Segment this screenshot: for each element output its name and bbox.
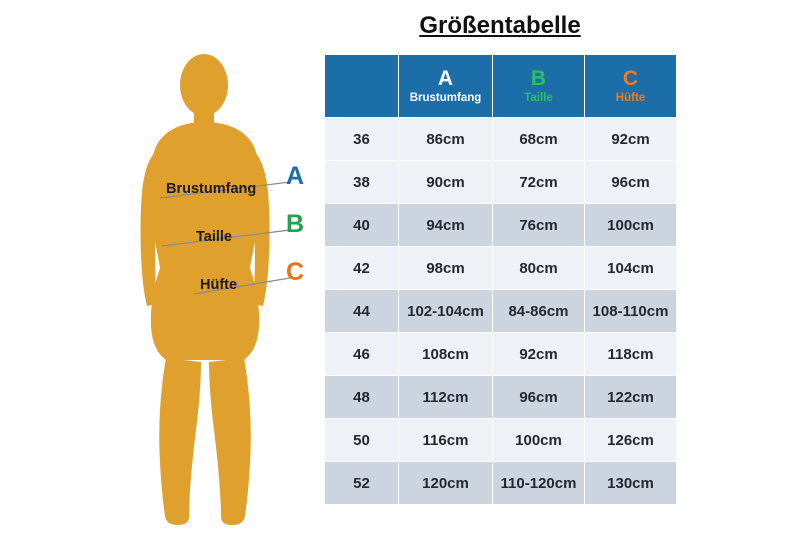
header-sub-b: Taille: [524, 91, 553, 104]
header-sub-a: Brustumfang: [409, 91, 482, 104]
letter-c: C: [286, 258, 305, 286]
table-row: [325, 462, 677, 505]
cell-size: 44: [325, 290, 399, 333]
label-bust: Brustumfang: [166, 181, 257, 197]
letter-a: A: [286, 162, 305, 190]
cell-hip: 104cm: [585, 247, 677, 290]
cell-hip: 92cm: [585, 118, 677, 161]
table-row: [325, 204, 677, 247]
header-letter-b: B: [530, 66, 547, 90]
header-letter-a: A: [437, 66, 454, 90]
cell-bust: 90cm: [399, 161, 493, 204]
cell-size: 40: [325, 204, 399, 247]
cell-hip: 122cm: [585, 376, 677, 419]
cell-waist: 72cm: [493, 161, 585, 204]
header-cell-size: [325, 55, 399, 118]
size-table: [324, 54, 677, 505]
cell-hip: 126cm: [585, 419, 677, 462]
cell-waist: 84-86cm: [493, 290, 585, 333]
header-letter-c: C: [622, 66, 639, 90]
cell-bust: 120cm: [399, 462, 493, 505]
cell-bust: 108cm: [399, 333, 493, 376]
cell-waist: 68cm: [493, 118, 585, 161]
header-cell-c: [585, 55, 677, 118]
cell-size: 46: [325, 333, 399, 376]
cell-hip: 118cm: [585, 333, 677, 376]
table-row: [325, 333, 677, 376]
cell-waist: 80cm: [493, 247, 585, 290]
table-row: [325, 290, 677, 333]
cell-bust: 116cm: [399, 419, 493, 462]
cell-bust: 102-104cm: [399, 290, 493, 333]
table-row: [325, 247, 677, 290]
letter-b: B: [286, 210, 305, 238]
cell-waist: 96cm: [493, 376, 585, 419]
figure-panel: [0, 0, 320, 548]
cell-hip: 100cm: [585, 204, 677, 247]
cell-size: 48: [325, 376, 399, 419]
header-cell-a: [399, 55, 493, 118]
cell-size: 52: [325, 462, 399, 505]
table-row: [325, 419, 677, 462]
cell-waist: 92cm: [493, 333, 585, 376]
cell-waist: 100cm: [493, 419, 585, 462]
cell-bust: 98cm: [399, 247, 493, 290]
table-row: [325, 118, 677, 161]
table-header-row: [325, 55, 677, 118]
cell-bust: 94cm: [399, 204, 493, 247]
cell-size: 42: [325, 247, 399, 290]
table-row: [325, 376, 677, 419]
cell-bust: 86cm: [399, 118, 493, 161]
cell-size: 38: [325, 161, 399, 204]
cell-size: 36: [325, 118, 399, 161]
cell-hip: 108-110cm: [585, 290, 677, 333]
cell-bust: 112cm: [399, 376, 493, 419]
cell-hip: 130cm: [585, 462, 677, 505]
cell-hip: 96cm: [585, 161, 677, 204]
female-body-silhouette-icon: [8, 10, 308, 540]
header-sub-c: Hüfte: [615, 91, 646, 104]
label-hip: Hüfte: [200, 277, 238, 293]
header-cell-b: [493, 55, 585, 118]
cell-waist: 110-120cm: [493, 462, 585, 505]
cell-size: 50: [325, 419, 399, 462]
page-title: Größentabelle: [419, 12, 581, 39]
cell-waist: 76cm: [493, 204, 585, 247]
label-waist: Taille: [196, 229, 232, 245]
table-row: [325, 161, 677, 204]
